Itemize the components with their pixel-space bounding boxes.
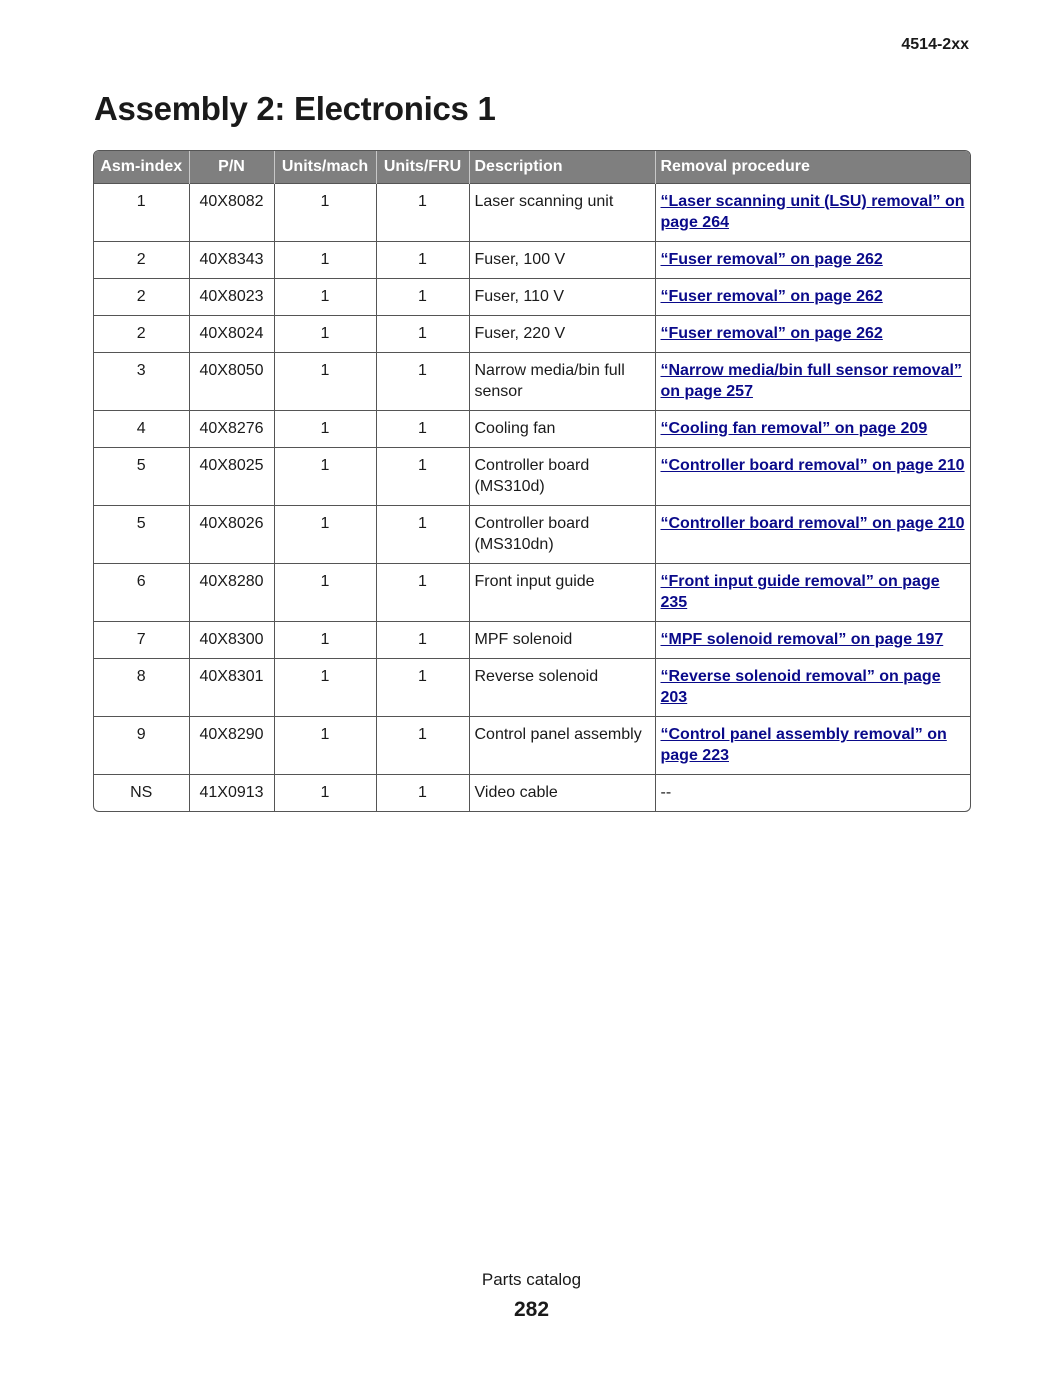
cell-removal-procedure [655, 448, 970, 506]
table-row [94, 279, 970, 316]
cell-part-number: 40X8050 [189, 353, 274, 411]
table-row [94, 184, 970, 242]
removal-procedure-link[interactable]: “Controller board removal” on page 210 [660, 457, 965, 474]
cell-removal-procedure [655, 353, 970, 411]
cell-description: Fuser, 100 V [469, 242, 655, 279]
cell-description: Control panel assembly [469, 717, 655, 775]
removal-procedure-link[interactable]: “Control panel assembly removal” on page 223 [660, 726, 947, 764]
removal-procedure-link[interactable]: “Controller board removal” on page 210 [660, 515, 965, 532]
cell-asm-index: NS [94, 775, 189, 812]
footer-page-number: 282 [513, 1298, 550, 1321]
cell-units-mach: 1 [274, 622, 376, 659]
cell-units-fru: 1 [376, 316, 469, 353]
cell-part-number: 40X8343 [189, 242, 274, 279]
cell-units-fru: 1 [376, 564, 469, 622]
cell-description: Narrow media/bin full sensor [469, 353, 655, 411]
cell-units-fru: 1 [376, 775, 469, 812]
model-number: 4514-2xx [901, 36, 969, 53]
cell-asm-index: 2 [94, 316, 189, 353]
cell-part-number: 40X8290 [189, 717, 274, 775]
cell-asm-index: 8 [94, 659, 189, 717]
cell-removal-procedure [655, 564, 970, 622]
cell-removal-procedure: -- [655, 775, 970, 812]
page-title: Assembly 2: Electronics 1 [94, 90, 496, 127]
column-header-pn: P/N [189, 151, 274, 184]
cell-units-fru: 1 [376, 353, 469, 411]
table-row [94, 316, 970, 353]
cell-units-fru: 1 [376, 622, 469, 659]
cell-part-number: 40X8082 [189, 184, 274, 242]
table-header-row [94, 151, 970, 184]
cell-removal-procedure [655, 717, 970, 775]
cell-removal-procedure [655, 622, 970, 659]
table-row [94, 659, 970, 717]
table-row [94, 622, 970, 659]
cell-asm-index: 9 [94, 717, 189, 775]
table-row [94, 448, 970, 506]
removal-procedure-link[interactable]: “Fuser removal” on page 262 [660, 251, 883, 268]
cell-removal-procedure [655, 242, 970, 279]
cell-asm-index: 6 [94, 564, 189, 622]
cell-units-mach: 1 [274, 775, 376, 812]
cell-description: MPF solenoid [469, 622, 655, 659]
cell-units-fru: 1 [376, 279, 469, 316]
cell-units-mach: 1 [274, 564, 376, 622]
removal-procedure-link[interactable]: “MPF solenoid removal” on page 197 [660, 631, 944, 648]
cell-units-fru: 1 [376, 448, 469, 506]
column-header-removal-procedure: Removal procedure [655, 151, 970, 184]
table-row [94, 506, 970, 564]
cell-part-number: 40X8024 [189, 316, 274, 353]
cell-units-mach: 1 [274, 659, 376, 717]
cell-removal-procedure [655, 659, 970, 717]
cell-removal-procedure [655, 184, 970, 242]
cell-units-mach: 1 [274, 717, 376, 775]
removal-procedure-link[interactable]: “Reverse solenoid removal” on page 203 [660, 668, 941, 706]
cell-description: Controller board (MS310dn) [469, 506, 655, 564]
cell-description: Fuser, 220 V [469, 316, 655, 353]
cell-removal-procedure [655, 411, 970, 448]
cell-part-number: 40X8301 [189, 659, 274, 717]
cell-asm-index: 1 [94, 184, 189, 242]
cell-part-number: 40X8023 [189, 279, 274, 316]
table-row [94, 353, 970, 411]
cell-removal-procedure [655, 506, 970, 564]
column-header-units-mach: Units/mach [274, 151, 376, 184]
cell-part-number: 41X0913 [189, 775, 274, 812]
cell-description: Reverse solenoid [469, 659, 655, 717]
cell-units-fru: 1 [376, 717, 469, 775]
cell-part-number: 40X8300 [189, 622, 274, 659]
cell-removal-procedure [655, 279, 970, 316]
removal-procedure-link[interactable]: “Front input guide removal” on page 235 [660, 573, 940, 611]
cell-description: Laser scanning unit [469, 184, 655, 242]
table-row [94, 564, 970, 622]
cell-part-number: 40X8276 [189, 411, 274, 448]
cell-units-mach: 1 [274, 184, 376, 242]
cell-description: Front input guide [469, 564, 655, 622]
parts-table [94, 151, 970, 811]
table-row [94, 242, 970, 279]
table-row [94, 775, 970, 812]
cell-asm-index: 2 [94, 242, 189, 279]
cell-asm-index: 2 [94, 279, 189, 316]
cell-units-mach: 1 [274, 411, 376, 448]
cell-units-fru: 1 [376, 184, 469, 242]
removal-procedure-link[interactable]: “Fuser removal” on page 262 [660, 325, 883, 342]
column-header-description: Description [469, 151, 655, 184]
cell-units-mach: 1 [274, 279, 376, 316]
cell-description: Cooling fan [469, 411, 655, 448]
removal-procedure-link[interactable]: “Fuser removal” on page 262 [660, 288, 883, 305]
cell-part-number: 40X8025 [189, 448, 274, 506]
cell-asm-index: 4 [94, 411, 189, 448]
cell-asm-index: 7 [94, 622, 189, 659]
footer-section-label: Parts catalog [481, 1270, 582, 1289]
cell-units-fru: 1 [376, 242, 469, 279]
cell-description: Fuser, 110 V [469, 279, 655, 316]
cell-removal-procedure [655, 316, 970, 353]
table-row [94, 717, 970, 775]
cell-asm-index: 5 [94, 448, 189, 506]
removal-procedure-link[interactable]: “Narrow media/bin full sensor removal” on page 257 [660, 362, 962, 400]
cell-part-number: 40X8280 [189, 564, 274, 622]
parts-table-container [93, 150, 971, 812]
cell-units-fru: 1 [376, 659, 469, 717]
cell-description: Controller board (MS310d) [469, 448, 655, 506]
removal-procedure-link[interactable]: “Cooling fan removal” on page 209 [660, 420, 928, 437]
column-header-units-fru: Units/FRU [376, 151, 469, 184]
cell-description: Video cable [469, 775, 655, 812]
cell-units-mach: 1 [274, 506, 376, 564]
cell-part-number: 40X8026 [189, 506, 274, 564]
cell-units-fru: 1 [376, 411, 469, 448]
cell-units-mach: 1 [274, 242, 376, 279]
cell-units-mach: 1 [274, 316, 376, 353]
table-row [94, 411, 970, 448]
removal-procedure-link[interactable]: “Laser scanning unit (LSU) removal” on page 264 [660, 193, 965, 231]
column-header-asm-index: Asm-index [94, 151, 189, 184]
cell-units-mach: 1 [274, 448, 376, 506]
cell-units-mach: 1 [274, 353, 376, 411]
cell-asm-index: 3 [94, 353, 189, 411]
cell-units-fru: 1 [376, 506, 469, 564]
cell-asm-index: 5 [94, 506, 189, 564]
